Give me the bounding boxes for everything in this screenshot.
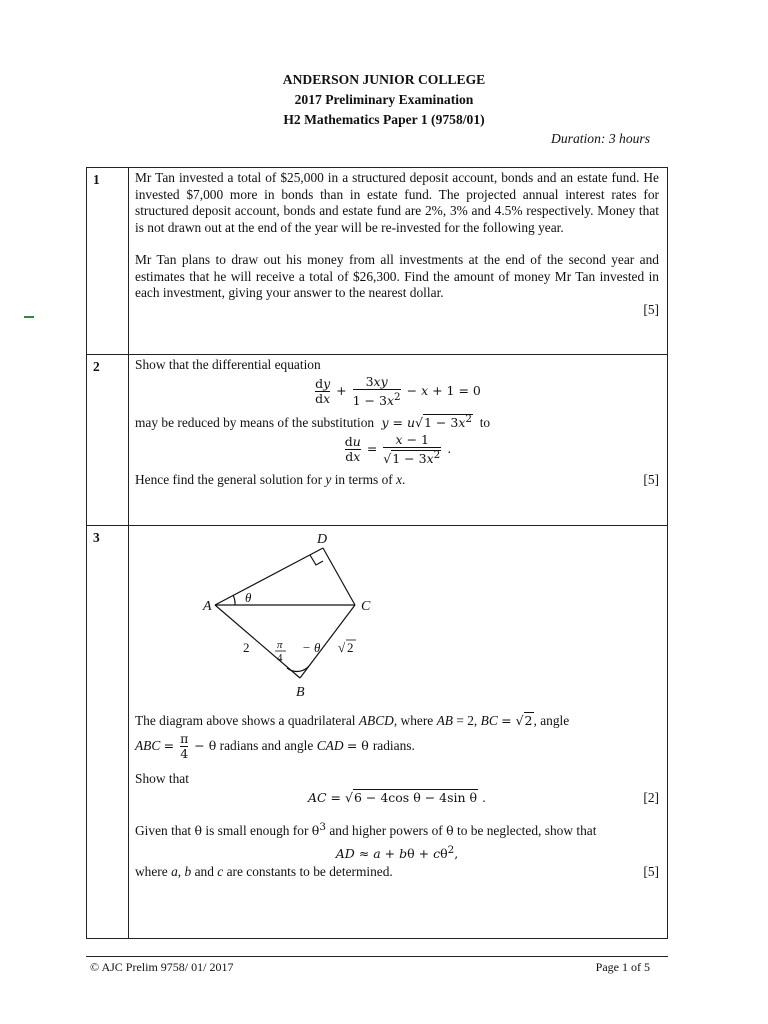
question-number-1: 1	[87, 168, 129, 355]
q3-marks-b: [5]	[643, 863, 659, 879]
question-row-1	[87, 168, 668, 355]
q3-show-that: Show that	[135, 771, 189, 786]
vertex-d: D	[317, 532, 328, 547]
quadrilateral-diagram	[165, 528, 425, 706]
q3-ac-formula: AC = √6 − 4cos θ − 4sin θ .	[307, 790, 487, 805]
question-row-2	[87, 355, 668, 526]
q3-ac-line	[135, 789, 659, 807]
q2-hence-text: Hence find the general solution for y in terms of x.	[135, 472, 406, 488]
q2-substitution-line	[135, 410, 659, 432]
document-header	[0, 70, 768, 130]
question-body-3	[129, 526, 668, 939]
q2-substitution: $y = u√1 - 3x^2$	[381, 413, 472, 431]
college-name: ANDERSON JUNIOR COLLEGE	[282, 72, 486, 87]
q2-reduced-equation: $\frac{du}{dx}$ = $\frac{x - 1}{√1 - 3x^2}$ .	[344, 432, 452, 467]
q1-marks: [5]	[643, 301, 659, 317]
right-angle-marker	[310, 555, 323, 565]
duration-label: Duration: 3 hours	[551, 131, 650, 146]
q2-differential-equation: $\frac{dy}{dx}$ + $\frac{3xy}{1 - 3x^2}$ − x + 1 = 0	[315, 374, 481, 409]
angle-minus-theta: − θ	[302, 640, 321, 655]
q3-description: The diagram above shows a quadrilateral ABCD, where AB = 2, BC = √2, angle	[135, 713, 570, 728]
angle-arc-cad	[233, 595, 235, 605]
q2-hence-line	[135, 472, 659, 488]
edge-ad	[215, 548, 323, 605]
q3-given-paragraph: Given that θ is small enough for $\theta^3$ and higher powers of θ to be neglected, show that	[135, 821, 597, 839]
question-table	[86, 167, 668, 939]
q3-marks-a: [2]	[643, 790, 659, 805]
label-bc-sqrt: √	[338, 640, 346, 655]
angle-theta: θ	[245, 590, 252, 605]
question-row-3	[87, 526, 668, 939]
q3-where-line: where a, b and c are constants to be determined. [5]	[135, 863, 659, 879]
vertex-a: A	[203, 599, 212, 614]
angle-four: 4	[277, 652, 283, 664]
q2-to-text: to	[479, 415, 491, 431]
q2-marks: [5]	[643, 472, 659, 488]
q3-angle-line: ABC = $\frac{\pi}{4}$ − θ radians and angle CAD = θ radians.	[135, 731, 415, 761]
label-ab-length: 2	[243, 640, 250, 655]
paper-title: H2 Mathematics Paper 1 (9758/01)	[283, 112, 485, 127]
footer-page-number: Page 1 of 5	[595, 960, 650, 974]
edge-ab	[215, 605, 300, 678]
q3-ad-formula: AD ≈ $a + b\theta + c\theta^2$,	[335, 843, 459, 861]
footer-rule	[86, 956, 668, 957]
margin-mark	[24, 316, 34, 318]
edge-dc	[323, 548, 355, 605]
label-bc-length: 2	[347, 640, 354, 655]
q1-paragraph-2: Mr Tan plans to draw out his money from all investments at the end of the second year and estimates that he will receive a total of $26,300. Find the amount of money Mr Tan invested in each investment, giving your answer to the nearest dollar.	[135, 252, 659, 300]
exam-title: 2017 Preliminary Examination	[294, 92, 474, 107]
q2-reduced-text: may be reduced by means of the substitution	[135, 415, 375, 431]
question-number-2: 2	[87, 355, 129, 526]
question-body-1	[129, 168, 668, 355]
question-body-2	[129, 355, 668, 526]
q1-paragraph-1: Mr Tan invested a total of $25,000 in a structured deposit account, bonds and an estate fund. He invested $7,000 more in bonds than in estate fund. The projected annual interest rates for structured deposit account, bonds and estate fund are 2%, 3% and 4.5% respectively. Money that is not drawn out at the end of the year will be re-invested for the following year.	[135, 170, 659, 235]
question-number-3: 3	[87, 526, 129, 939]
vertex-b: B	[296, 685, 305, 700]
q2-intro: Show that the differential equation	[135, 357, 321, 372]
angle-pi: π	[277, 639, 283, 651]
footer-copyright: © AJC Prelim 9758/ 01/ 2017	[90, 960, 234, 974]
vertex-c: C	[361, 599, 371, 614]
